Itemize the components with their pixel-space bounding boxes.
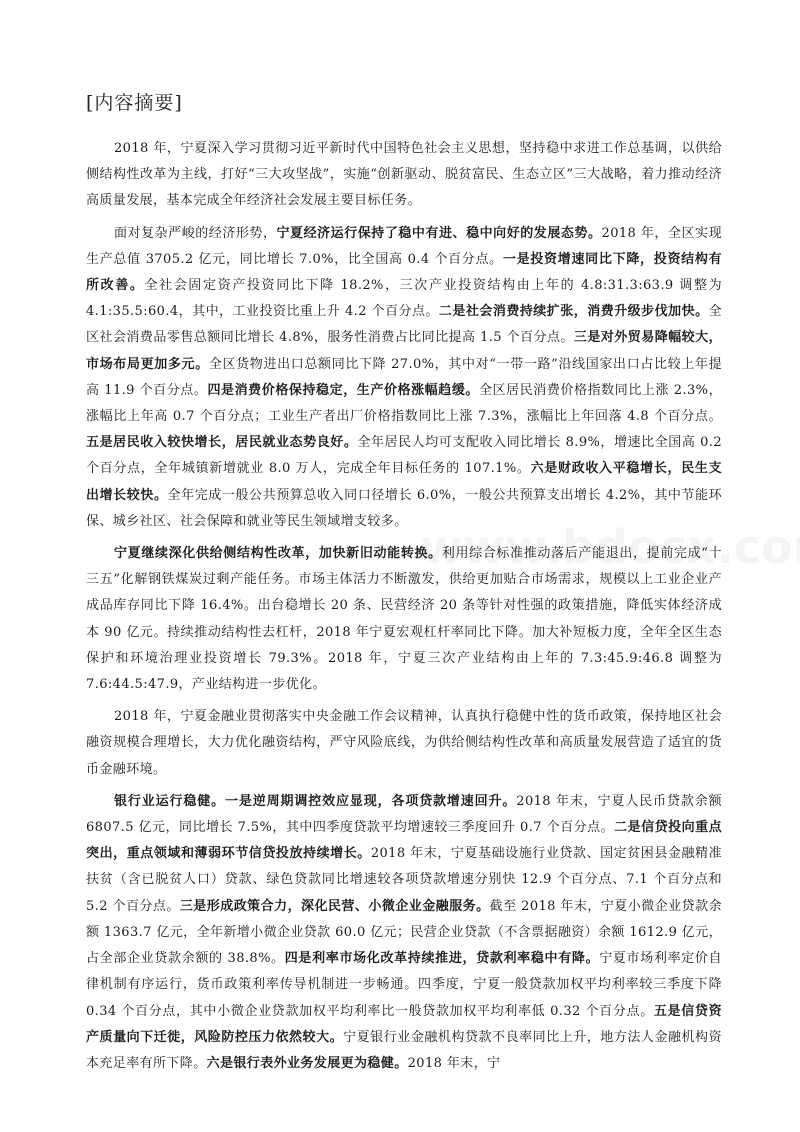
body-text: 宁夏银行业金融机构贷款不良率同比上升，地方法人金融机构资本充足率有所下降。	[86, 1029, 722, 1071]
bold-summary-text: 宁夏继续深化供给侧结构性改革，加快新旧动能转换。	[114, 546, 442, 562]
bold-summary-text: 宁夏经济运行保持了稳中有进、稳中向好的发展态势。	[276, 225, 602, 241]
paragraph	[86, 789, 722, 1077]
document-body	[86, 136, 722, 1083]
paragraph	[86, 541, 722, 698]
body-text: 全年居民人均可支配收入同比增长 8.9%，增速比全国高 0.2 个百分点，全年城镇新增就业 8.0 万人，完成全年目标任务的 107.1%。	[86, 435, 722, 477]
bold-summary-text: 二是社会消费持续扩张，消费升级步伐加快。	[438, 304, 709, 320]
body-text: 全区居民消费价格指数同比上涨 2.3%，涨幅比上年高 0.7 个百分点；工业生产者出厂价格指数同比上涨 7.3%，涨幅比上年回落 4.8 个百分点。	[86, 382, 722, 425]
bold-summary-text: 五是居民收入较快增长，居民就业态势良好。	[86, 435, 358, 451]
bold-summary-text: 银行业运行稳健。一是逆周期调控效应显现，各项贷款增速回升。	[114, 793, 517, 809]
bold-summary-text: 三是对外贸易降幅较大，市场布局更加多元。	[86, 330, 722, 372]
body-text: 面对复杂严峻的经济形势，	[114, 225, 277, 241]
body-text: 2018 年末，宁夏人民币贷款余额 6807.5 亿元，同比增长 7.5%，其中四季度贷款平均增速较三季度回升 0.7 个百分点。	[86, 793, 722, 836]
bold-summary-text: 一是投资增速同比下降，投资结构有所改善。	[86, 251, 722, 294]
section-heading: [内容摘要]	[86, 92, 183, 114]
bold-summary-text: 四是消费价格保持稳定，生产价格涨幅趋缓。	[207, 382, 479, 398]
bold-summary-text: 五是信贷资产质量向下迁徙，风险防控压力依然较大。	[86, 1003, 722, 1045]
paragraph	[86, 221, 722, 535]
body-text: 全区社会消费品零售总额同比增长 4.8%，服务性消费占比同比提高 1.5 个百分点。	[86, 304, 722, 346]
body-text: 全年完成一般公共预算总收入同口径增长 6.0%，一般公共预算支出增长 4.2%，其中节能环保、城乡社区、社会保障和就业等民生领域增支较多。	[86, 487, 722, 529]
body-text: 全区货物进出口总额同比下降 27.0%，其中对“一带一路”沿线国家出口占比较上年提高 11.9 个百分点。	[86, 356, 722, 398]
body-text: 利用综合标准推动落后产能退出，提前完成“十三五”化解钢铁煤炭过剩产能任务。市场主体活力不断激发，供给更加贴合市场需求，规模以上工业企业产成品库存同比下降 16.4%。出台稳增长 20 条、民营经济 20 条等针对性强的政策措施，降低实体经济成本 90 亿元。持续推动结构性去杠杆，2018 年宁夏宏观杠杆率同比下降。加大补短板力度，全年全区生态保护和环境治理业投资增长 79.3%。2018 年，宁夏三次产业结构由上年的 7.3:45.9:46.8 调整为 7.6:44.5:47.9，产业结构进一步优化。	[86, 546, 722, 693]
bold-summary-text: 二是信贷投向重点突出，重点领域和薄弱环节信贷投放持续增长。	[86, 820, 722, 862]
paragraph	[86, 704, 722, 783]
body-text: 宁夏市场利率定价自律机制有序运行，货币政策利率传导机制进一步畅通。四季度，宁夏一般贷款加权平均利率较三季度下降 0.34 个百分点，其中小微企业贷款加权平均利率比一般贷款加权平均利率低 0.32 个百分点。	[86, 951, 722, 1019]
body-text: 2018 年末，宁夏基础设施行业贷款、国定贫困县金融精准扶贫（含已脱贫人口）贷款、绿色贷款同比增速较各项贷款增速分别快 12.9 个百分点、7.1 个百分点和 5.2 个百分点。	[86, 846, 722, 914]
body-text: 全社会固定资产投资同比下降 18.2%，三次产业投资结构由上年的 4.8:31.3:63.9 调整为 4.1:35.5:60.4，其中，工业投资比重上升 4.2 个百分点。	[86, 278, 722, 320]
bold-summary-text: 四是利率市场化改革持续推进，贷款利率稳中有降。	[284, 951, 600, 967]
bold-summary-text: 三是形成政策合力，深化民营、小微企业金融服务。	[179, 898, 490, 914]
body-text: 2018 年末，宁	[407, 1055, 501, 1071]
body-text: 截至 2018 年末，宁夏小微企业贷款余额 1363.7 亿元，全年新增小微企业贷款 60.0 亿元；民营企业贷款（不含票据融资）余额 1612.9 亿元，占全部企业贷款余额的 38.8%。	[86, 898, 722, 967]
paragraph	[86, 136, 722, 215]
bold-summary-text: 六是财政收入平稳增长，民生支出增长较快。	[86, 461, 722, 503]
body-text: 2018 年，宁夏深入学习贯彻习近平新时代中国特色社会主义思想，坚持稳中求进工作总基调，以供给侧结构性改革为主线，打好“三大攻坚战”，实施“创新驱动、脱贫富民、生态立区”三大战略，着力推动经济高质量发展，基本完成全年经济社会发展主要目标任务。	[86, 141, 722, 209]
bold-summary-text: 六是银行表外业务发展更为稳健。	[206, 1055, 408, 1071]
body-text: 2018 年，全区实现生产总值 3705.2 亿元，同比增长 7.0%，比全国高 0.4 个百分点。	[86, 225, 722, 267]
body-text: 2018 年，宁夏金融业贯彻落实中央金融工作会议精神，认真执行稳健中性的货币政策，保持地区社会融资规模合理增长，大力优化融资结构，严守风险底线，为供给侧结构性改革和高质量发展营造了适宜的货币金融环境。	[86, 709, 722, 777]
